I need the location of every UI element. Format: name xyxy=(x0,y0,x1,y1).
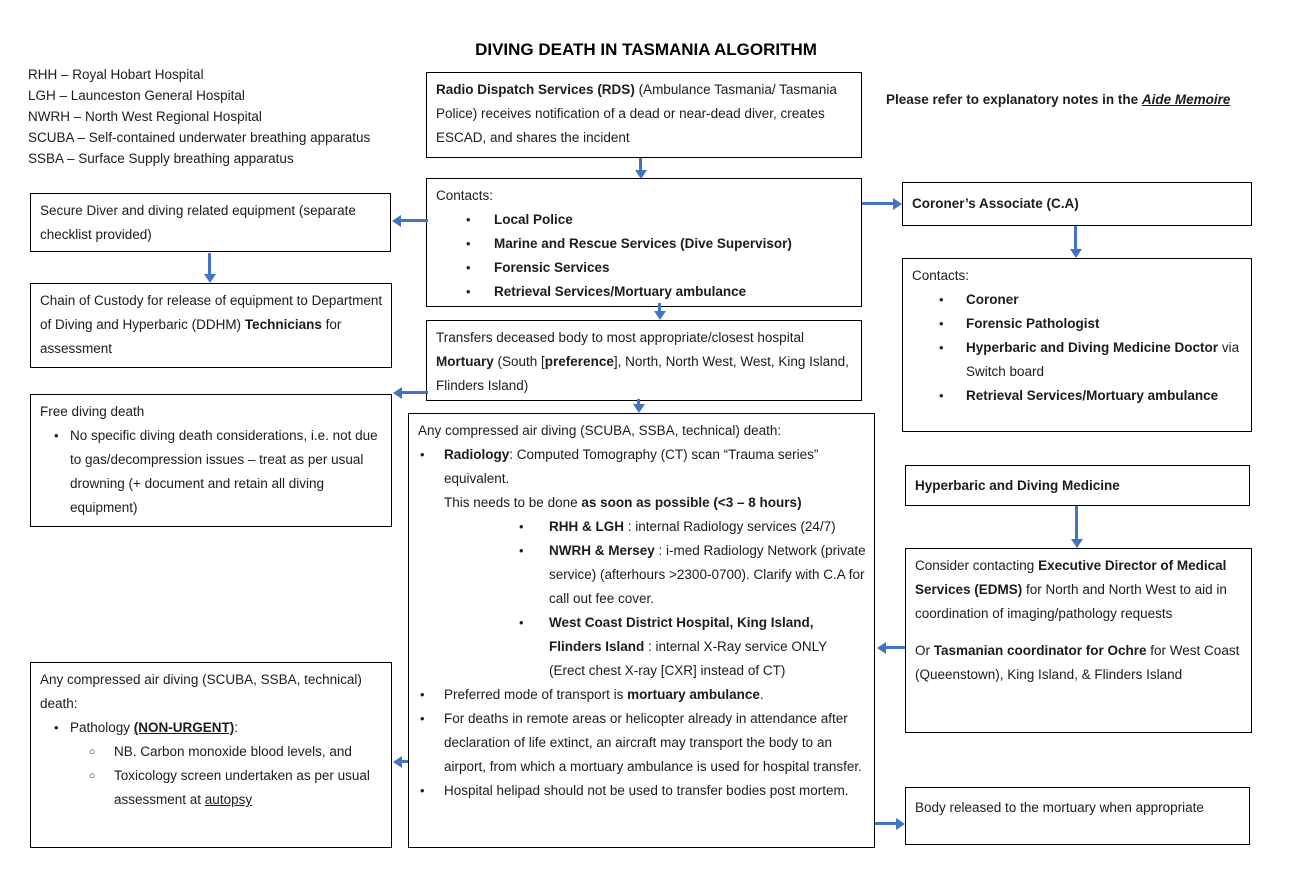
text-run: as soon as possible (<3 – 8 hours) xyxy=(581,495,802,510)
text-run: Hyperbaric and Diving Medicine Doctor xyxy=(966,340,1219,355)
text-run: For deaths in remote areas or helicopter already in attendance after declaration of life extinct, an aircraft may transport the body to an airport, from which a mortuary ambulance is used for hospital transfer. xyxy=(444,711,862,774)
box-free-diving-death-line xyxy=(40,400,383,424)
bullet-marker-icon: ○ xyxy=(89,746,96,758)
arrowhead-left-icon xyxy=(393,756,402,768)
text-run: Coroner xyxy=(966,292,1019,307)
box-transfers-body xyxy=(426,320,862,401)
text-run: Free diving death xyxy=(40,404,145,419)
arrowhead-left-icon xyxy=(877,642,886,654)
bullet-marker-icon: • xyxy=(519,519,524,534)
box-compressed-air-protocol-line xyxy=(418,779,866,803)
text-run: LGH – Launceston General Hospital xyxy=(28,88,245,103)
bullet-marker-icon: • xyxy=(939,292,944,307)
text-run: Local Police xyxy=(494,212,573,227)
text-run: Radio Dispatch Services (RDS) xyxy=(436,82,635,97)
arrow-transfers-to-protocol xyxy=(637,399,640,404)
arrowhead-right-icon xyxy=(896,818,905,830)
text-run: NB. Carbon monoxide blood levels, and xyxy=(114,744,352,759)
aide-memoire-note-line xyxy=(886,90,1266,110)
text-run: via Switch board xyxy=(966,340,1240,379)
box-radio-dispatch-line xyxy=(436,78,853,150)
text-run: Preferred mode of transport is xyxy=(444,687,628,702)
text-run: Contacts: xyxy=(436,188,494,203)
box-free-diving-death-line xyxy=(40,424,383,520)
abbreviations-list xyxy=(28,64,428,169)
text-run: : xyxy=(234,720,239,735)
box-compressed-air-protocol-line xyxy=(418,491,866,515)
text-run: autopsy xyxy=(204,792,253,807)
box-pathology-line xyxy=(40,716,383,740)
text-run: Secure Diver and diving related equipment (separate checklist provided) xyxy=(40,203,356,242)
box-pathology-line xyxy=(40,740,383,764)
text-run: Executive Director of Medical Services (EDMS) xyxy=(915,558,1227,597)
text-run: for North and North West to aid in coordination of imaging/pathology requests xyxy=(915,582,1227,621)
text-run: Hyperbaric and Diving Medicine xyxy=(915,478,1120,493)
box-chain-of-custody xyxy=(30,283,392,368)
text-run: Mortuary xyxy=(436,354,494,369)
text-run: Any compressed air diving (SCUBA, SSBA, technical) death: xyxy=(40,672,362,711)
abbreviations-list-line xyxy=(28,64,428,85)
arrowhead-down-icon xyxy=(1070,249,1082,258)
text-run: Transfers deceased body to most appropriate/closest hospital xyxy=(436,330,804,345)
text-run: Coroner’s Associate (C.A) xyxy=(912,196,1079,211)
abbreviations-list-line xyxy=(28,127,428,148)
text-run: NWRH – North West Regional Hospital xyxy=(28,109,262,124)
arrow-consider-to-protocol xyxy=(886,646,905,649)
text-run: Forensic Pathologist xyxy=(966,316,1100,331)
arrow-hyperbaric-to-consider xyxy=(1075,506,1078,539)
text-run: No specific diving death considerations, i.e. not due to gas/decompression issues – treat as per usual drowning (+ document and retain all diving equipment) xyxy=(70,428,378,515)
box-compressed-air-protocol-line xyxy=(418,707,866,779)
arrow-contacts-to-secure-diver xyxy=(401,219,428,222)
aide-memoire-note xyxy=(886,90,1266,110)
text-run: Tasmanian coordinator for Ochre xyxy=(933,643,1147,658)
box-contacts-coroner-line xyxy=(912,336,1243,384)
box-pathology xyxy=(30,662,392,848)
bullet-marker-icon: • xyxy=(420,447,425,462)
text-run: RHH & LGH xyxy=(549,519,624,534)
arrow-protocol-to-pathology xyxy=(402,760,408,763)
arrow-secure-to-chain xyxy=(208,253,211,274)
abbreviations-list-line xyxy=(28,106,428,127)
bullet-marker-icon: • xyxy=(420,711,425,726)
arrowhead-down-icon xyxy=(635,170,647,179)
box-consider-edms-line xyxy=(915,639,1243,687)
bullet-marker-icon: • xyxy=(519,615,524,630)
box-hyperbaric-medicine xyxy=(905,465,1250,506)
box-compressed-air-protocol-line xyxy=(418,539,866,611)
box-pathology-line xyxy=(40,764,383,812)
text-run: SCUBA – Self-contained underwater breathing apparatus xyxy=(28,130,371,145)
bullet-marker-icon: • xyxy=(466,236,471,251)
box-compressed-air-protocol-line xyxy=(418,611,866,683)
arrow-contacts-to-transfers xyxy=(658,303,661,311)
text-run: Aide Memoire xyxy=(1141,92,1231,107)
text-run: Marine and Rescue Services (Dive Supervisor) xyxy=(494,236,792,251)
box-body-released xyxy=(905,787,1250,845)
text-run: mortuary ambulance xyxy=(627,687,760,702)
box-compressed-air-protocol-line xyxy=(418,515,866,539)
box-compressed-air-protocol-line xyxy=(418,683,866,707)
box-contacts-coroner-line xyxy=(912,384,1243,408)
box-hyperbaric-medicine-line xyxy=(915,474,1241,498)
box-transfers-body-line xyxy=(436,326,853,398)
box-radio-dispatch xyxy=(426,72,862,158)
box-contacts-coroner xyxy=(902,258,1252,432)
box-contacts-central-line xyxy=(436,184,853,208)
text-run: Consider contacting xyxy=(915,558,1039,573)
box-contacts-coroner-line xyxy=(912,288,1243,312)
text-run: Retrieval Services/Mortuary ambulance xyxy=(494,284,747,299)
box-compressed-air-protocol-line xyxy=(418,443,866,491)
bullet-marker-icon: • xyxy=(54,428,59,443)
arrowhead-down-icon xyxy=(654,311,666,320)
text-run: This needs to be done xyxy=(444,495,582,510)
box-contacts-coroner-line xyxy=(912,264,1243,288)
arrowhead-left-icon xyxy=(393,387,402,399)
bullet-marker-icon: • xyxy=(466,212,471,227)
box-coroner-associate-line xyxy=(912,192,1243,216)
text-run: : internal X-Ray service ONLY (Erect chest X-ray [CXR] instead of CT) xyxy=(549,639,827,678)
text-run: (NON-URGENT) xyxy=(133,720,235,735)
text-run: Chain of Custody for release of equipment to Department of Diving and Hyperbaric (DDHM) xyxy=(40,293,383,332)
text-run: : i-med Radiology Network (private service) (afterhours >2300-0700). Clarify with C.A for call out fee cover. xyxy=(549,543,866,606)
box-pathology-line xyxy=(40,668,383,716)
bullet-marker-icon: • xyxy=(420,687,425,702)
text-run: Any compressed air diving (SCUBA, SSBA, technical) death: xyxy=(418,423,782,438)
arrow-transfers-to-free-diving xyxy=(402,391,428,394)
text-run: for assessment xyxy=(40,317,342,356)
text-run: Forensic Services xyxy=(494,260,610,275)
text-run: Hospital helipad should not be used to transfer bodies post mortem. xyxy=(444,783,849,798)
arrow-contacts-to-coroner xyxy=(862,202,893,205)
bullet-marker-icon: ○ xyxy=(89,770,96,782)
box-contacts-central-line xyxy=(436,280,853,304)
bullet-marker-icon: • xyxy=(939,388,944,403)
arrow-rds-to-contacts xyxy=(639,158,642,170)
abbreviations-list-line xyxy=(28,85,428,106)
text-run: Toxicology screen undertaken as per usual assessment at xyxy=(114,768,370,807)
box-coroner-associate xyxy=(902,182,1252,226)
text-run: Contacts: xyxy=(912,268,970,283)
box-body-released-line xyxy=(915,796,1241,820)
bullet-marker-icon: • xyxy=(939,340,944,355)
text-run: Radiology xyxy=(444,447,510,462)
box-secure-diver-line xyxy=(40,199,382,247)
box-contacts-central xyxy=(426,178,862,307)
box-contacts-coroner-line xyxy=(912,312,1243,336)
text-run: SSBA – Surface Supply breathing apparatus xyxy=(28,151,294,166)
abbreviations-list-line xyxy=(28,148,428,169)
text-run: preference xyxy=(544,354,614,369)
box-consider-edms xyxy=(905,548,1252,733)
box-contacts-central-line xyxy=(436,208,853,232)
text-run: : Computed Tomography (CT) scan “Trauma series” equivalent. xyxy=(444,447,819,486)
text-run: (South [ xyxy=(493,354,545,369)
box-consider-edms-line xyxy=(915,554,1243,626)
text-run: NWRH & Mersey xyxy=(549,543,655,558)
text-run: for West Coast (Queenstown), King Island, & Flinders Island xyxy=(915,643,1240,682)
page-title: DIVING DEATH IN TASMANIA ALGORITHM xyxy=(475,40,817,59)
bullet-marker-icon: • xyxy=(54,720,59,735)
box-chain-of-custody-line xyxy=(40,289,383,361)
text-run: Please refer to explanatory notes in the xyxy=(886,92,1142,107)
text-run: Technicians xyxy=(244,317,322,332)
box-compressed-air-protocol xyxy=(408,413,875,848)
arrowhead-down-icon xyxy=(204,274,216,283)
text-run: . xyxy=(759,687,764,702)
text-run: Or xyxy=(915,643,934,658)
arrowhead-left-icon xyxy=(392,215,401,227)
arrowhead-right-icon xyxy=(893,198,902,210)
text-run: : internal Radiology services (24/7) xyxy=(624,519,836,534)
text-run: RHH – Royal Hobart Hospital xyxy=(28,67,204,82)
text-run: Pathology xyxy=(70,720,134,735)
text-run: (Ambulance Tasmania/ Tasmania Police) receives notification of a dead or near-dead diver, creates ESCAD, and shares the incident xyxy=(436,82,837,145)
bullet-marker-icon: • xyxy=(519,543,524,558)
text-run: West Coast District Hospital, King Island, Flinders Island xyxy=(549,615,814,654)
box-secure-diver xyxy=(30,193,391,252)
text-run: Body released to the mortuary when appropriate xyxy=(915,800,1204,815)
bullet-marker-icon: • xyxy=(466,260,471,275)
bullet-marker-icon: • xyxy=(420,783,425,798)
arrow-coroner-to-contacts xyxy=(1074,226,1077,249)
box-free-diving-death xyxy=(30,394,392,527)
arrowhead-down-icon xyxy=(1071,539,1083,548)
box-compressed-air-protocol-line xyxy=(418,419,866,443)
box-contacts-central-line xyxy=(436,256,853,280)
arrow-protocol-to-body-released xyxy=(875,822,896,825)
text-run: ], North, North West, West, King Island, Flinders Island) xyxy=(436,354,849,393)
bullet-marker-icon: • xyxy=(939,316,944,331)
bullet-marker-icon: • xyxy=(466,284,471,299)
arrowhead-down-icon xyxy=(633,404,645,413)
box-contacts-central-line xyxy=(436,232,853,256)
text-run: Retrieval Services/Mortuary ambulance xyxy=(966,388,1219,403)
